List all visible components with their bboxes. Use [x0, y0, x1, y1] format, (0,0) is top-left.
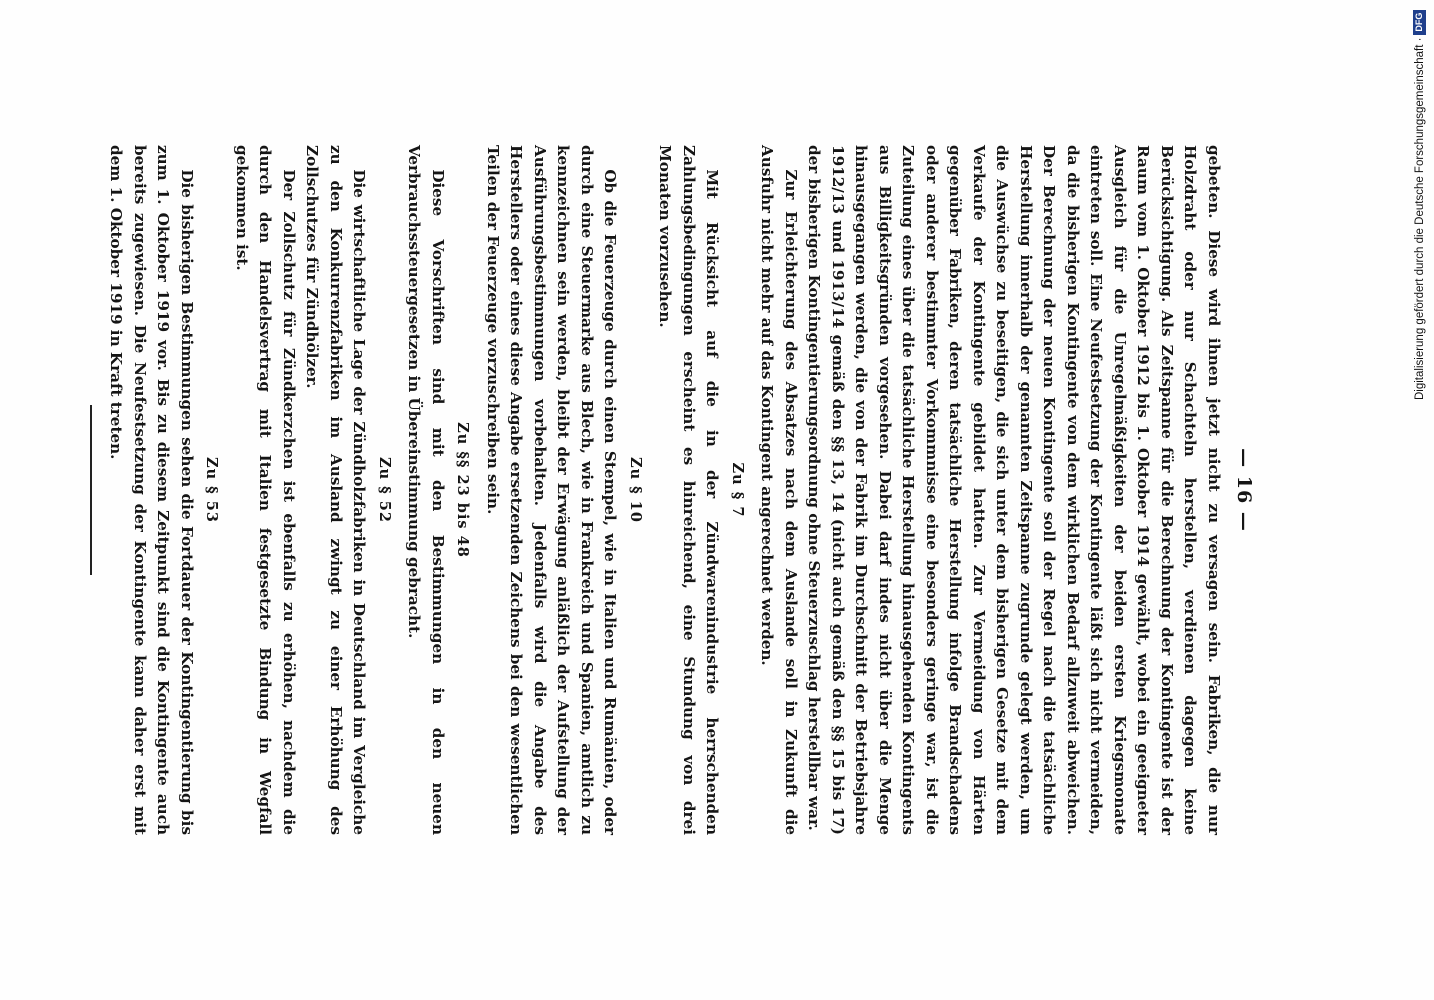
rotated-document-page	[107, 145, 1255, 835]
document-body	[90, 145, 1225, 835]
watermark-text: Digitalisierung gefördert durch die Deutsche Forschungsgemeinschaft ·	[1414, 37, 1426, 400]
section-text-7: Mit Rücksicht auf die in der Zündwarenindustrie herrschenden Zahlungsbedingungen erscheint es hinreichend, eine Stundung von drei Monaten vorzusehen.	[656, 145, 722, 835]
section-heading-23-48: Zu §§ 23 bis 48	[454, 422, 472, 558]
section-heading-7: Zu § 7	[729, 462, 746, 518]
section-text-52-continued: Der Zollschutz für Zündkerzchen ist ebenfalls zu erhöhen, nachdem die durch den Handelsvertrag mit Italien festgesetzte Bindung in Wegfall gekommen ist.	[233, 145, 298, 835]
end-rule	[90, 405, 92, 575]
watermark-text-container	[1405, 8, 1434, 400]
section-heading-53: Zu § 53	[203, 457, 221, 523]
section-text-10: Ob die Feuerzeuge durch einen Stempel, wie in Italien und Rumänien, oder durch eine Steuermarke aus Blech, wie in Frankreich und Spanien, amtlich zu kennzeichnen sein werden, bleibt der Erwägung anläßlich der Aufstellung der Ausführungsbestimmungen vorbehalten. Jedenfalls wird die Angabe des Herstellers oder eines diese Angabe ersetzenden Zeichens bei den wesentlichen Teilen der Feuerzeuge vorzuschreiben sein.	[484, 145, 620, 835]
section-heading-10: Zu § 10	[627, 457, 644, 523]
dfg-logo-icon: DFG	[1413, 10, 1426, 35]
paragraph-export: Zur Erleichterung des Absatzes nach dem Auslande soll in Zukunft die Ausfuhr nicht mehr auf das Kontingent angerechnet werden.	[758, 145, 800, 835]
section-text-53: Die bisherigen Bestimmungen sehen die Fortdauer der Kontingentierung bis zum 1. Oktober 1919 vor. Bis zu diesem Zeitpunkt sind die Kontingente auch bereits zugewiesen. Die Neufestsetzung der Kontingente kann daher erst mit dem 1. Oktober 1919 in Kraft treten.	[107, 145, 196, 835]
dfg-watermark	[1405, 8, 1434, 400]
section-heading-52: Zu § 52	[376, 457, 393, 523]
paragraph-continuation: gebeten. Diese wird ihnen jetzt nicht zu versagen sein. Fabriken, die nur Holzdraht oder nur Schachteln herstellen, verdienen dagegen keine Berücksichtigung. Als Zeitspanne für die Berechnung der Kontingente ist der Raum vom 1. Oktober 1912 bis 1. Oktober 1914 gewählt, wobei ein geeigneter Ausgleich für die Unregelmäßigkeiten der beiden ersten Kriegsmonate eintreten soll. Eine Neufestsetzung der Kontingente läßt sich nicht vermeiden, da die bisherigen Kontingente von dem wirklichen Bedarf allzuweit abweichen. Der Berechnung der neuen Kontingente soll der Regel nach die tatsächliche Herstellung innerhalb der genannten Zeitspanne zugrunde gelegt werden, um die Auswüchse zu beseitigen, die sich unter dem bisherigen Gesetze mit dem Verkaufe der Kontingente gebildet hatten. Zur Vermeidung von Härten gegenüber Fabriken, deren tatsächliche Herstellung infolge Brandschadens oder anderer bestimmter Vorkommnisse eine besonders geringe war, ist die Zuteilung eines über die tatsächliche Herstellung hinausgehenden Kontingents aus Billigkeitsgründen vorgesehen. Dabei darf indes nicht über die Menge hinausgegangen werden, die von der Fabrik im Durchschnitt der Betriebsjahre 1912/13 und 1913/14 gemäß den §§ 13, 14 (nicht auch gemäß den §§ 15 bis 17) der bisherigen Kontingentierungsordnung ohne Steuerzuschlag herstellbar war.	[805, 145, 1223, 835]
section-text-52: Die wirtschaftliche Lage der Zündholzfabriken in Deutschland im Vergleiche zu den Konkurrenzfabriken im Ausland zwingt zu einer Erhöhung des Zollschutzes für Zündhölzer.	[303, 145, 369, 835]
section-text-23-48: Diese Vorschriften sind mit den Bestimmungen in den neuen Verbrauchssteuergesetzen in Übereinstimmung gebracht.	[405, 145, 447, 835]
page-number-header: — 16 —	[1233, 448, 1255, 532]
